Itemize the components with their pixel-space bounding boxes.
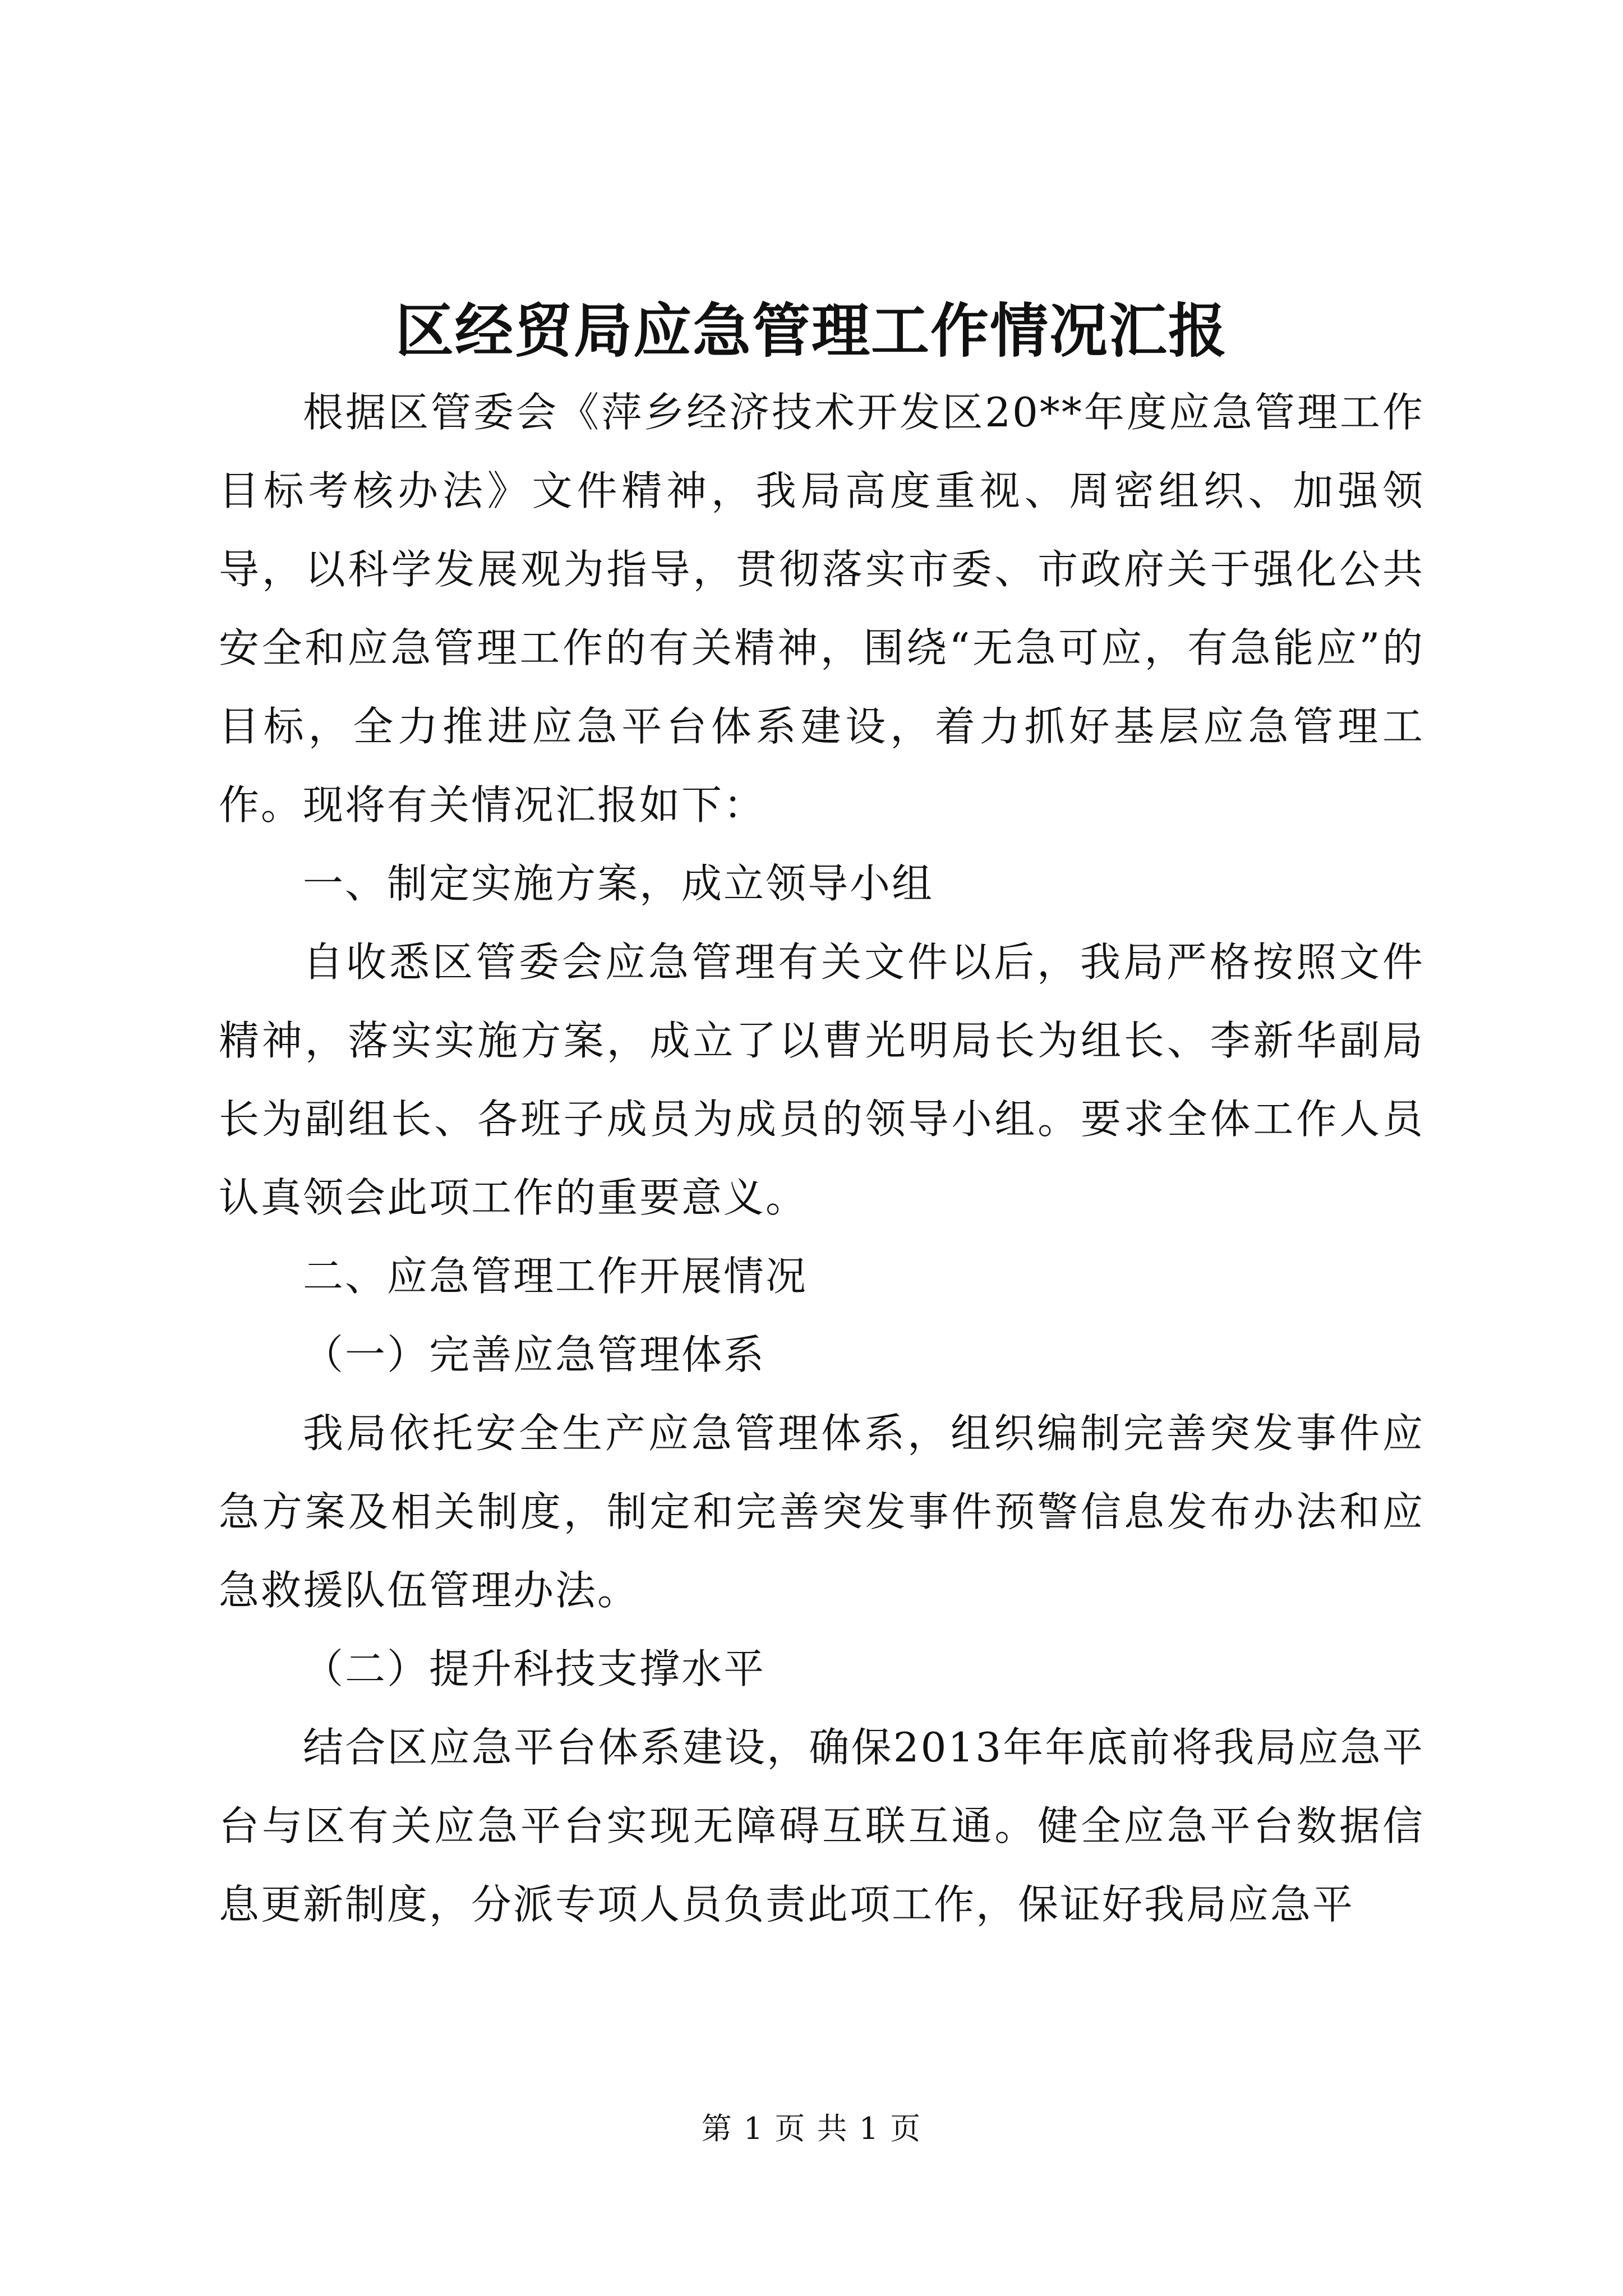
intro-paragraph: 根据区管委会《萍乡经济技术开发区20**年度应急管理工作目标考核办法》文件精神，我局高度重视、周密组织、加强领导，以科学发展观为指导，贯彻落实市委、市政府关于强化公共安全和应急管理工作的有关精神，围绕“无急可应，有急能应”的目标，全力推进应急平台体系建设，着力抓好基层应急管理工作。现将有关情况汇报如下： [219, 389, 1424, 829]
section-heading-1: 一、制定实施方案，成立领导小组 [303, 860, 934, 907]
subsection-heading-1: （一）完善应急管理体系 [303, 1331, 766, 1378]
page-number-footer: 第 1 页 共 1 页 [701, 2111, 922, 2146]
subsection-2-paragraph: 结合区应急平台体系建设，确保2013年年底前将我局应急平台与区有关应急平台实现无障碍互联互通。健全应急平台数据信息更新制度，分派专项人员负责此项工作，保证好我局应急平 [219, 1724, 1424, 1928]
document-body [219, 373, 1424, 1944]
section-1-paragraph: 自收悉区管委会应急管理有关文件以后，我局严格按照文件精神，落实实施方案，成立了以曹光明局长为组长、李新华副局长为副组长、各班子成员为成员的领导小组。要求全体工作人员认真领会此项工作的重要意义。 [219, 938, 1424, 1221]
subsection-heading-2: （二）提升科技支撑水平 [303, 1645, 766, 1692]
document-title: 区经贸局应急管理工作情况汇报 [395, 296, 1228, 365]
section-heading-2: 二、应急管理工作开展情况 [303, 1253, 808, 1300]
subsection-1-paragraph: 我局依托安全生产应急管理体系，组织编制完善突发事件应急方案及相关制度，制定和完善突发事件预警信息发布办法和应急救援队伍管理办法。 [219, 1410, 1424, 1614]
